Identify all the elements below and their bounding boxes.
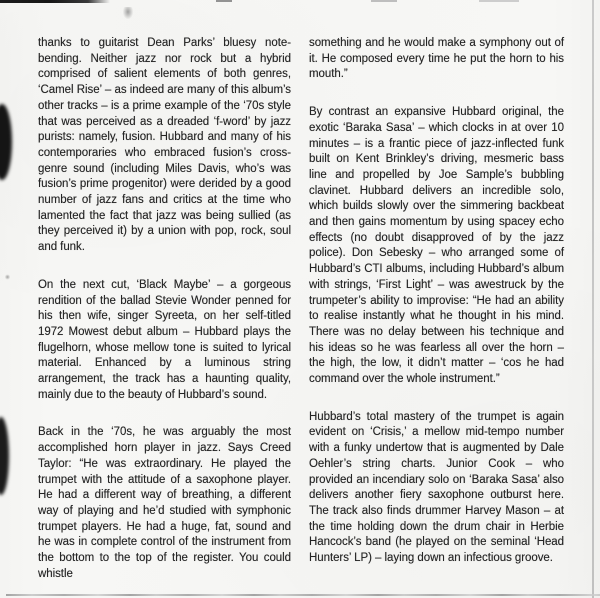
scan-artifact-speck [123,7,133,19]
paragraph: something and he would make a symphony out of it. He composed every time he put the horn to his mouth.” [309,37,564,81]
scan-artifact-binding-shadow [0,104,12,180]
scan-artifact-bottom-edge-line [6,594,600,596]
text-column-right [309,36,564,567]
paragraph: On the next cut, ‘Black Maybe’ – a gorgeous rendition of the ballad Stevie Wonder penned for his then wife, singer Syreeta, on her self-titled 1972 Mowest debut album – Hubbard plays the flugelhorn, whose mellow tone is suited to lyrical material. Enhanced by a luminous string arrangement, the track has a haunting quality, mainly due to the beauty of Hubbard’s sound. [38,278,291,401]
scan-artifact-top-speck [371,0,397,2]
paragraph: Hubbard’s total mastery of the trumpet is again evident on ‘Crisis,’ a mellow mid-tempo number with a funky undertow that is augmented by Dale Oehler’s string charts. Junior Cook – who provided an incendiary solo on ‘Baraka Sasa’ also delivers another fiery saxophone outburst here. The track also finds drummer Harvey Mason – at the time holding down the drum chair in Herbie Hancock’s band (he played on the seminal ‘Head Hunters’ LP) – laying down an infectious groove. [309,410,564,565]
scan-artifact-binding-shadow [0,417,9,495]
paragraph: By contrast an expansive Hubbard original, the exotic ‘Baraka Sasa’ – which clocks in at over 10 minutes – is a frantic piece of jazz-inflected funk built on Kent Brinkley’s driving, mesmeric bass line and propelled by Joe Sample’s bubbling clavinet. Hubbard delivers an incredible solo, which builds slowly over the simmering backbeat and then gains momentum by using spacey echo effects (no doubt disapproved of by the jazz police). Don Sebesky – who arranged some of Hubbard’s CTI albums, including Hubbard’s album with strings, ‘First Light’ – was awestruck by the trumpeter’s ability to improvise: “He had an ability to realise instantly what he thought in his mind. There was no delay between his technique and his ideas so he was fearless all over the horn – the high, the low, it didn’t matter – ‘cos he had command over the whole instrument.” [309,106,564,386]
scan-artifact-top-speck [216,0,232,2]
scan-artifact-right-edge-line [592,0,594,598]
scan-artifact-top-speck [479,0,519,2]
scan-artifact-top-edge-bar [0,0,110,3]
scan-artifact-speck [5,274,10,280]
text-column-left [38,36,291,583]
paragraph: thanks to guitarist Dean Parks’ bluesy note-bending. Neither jazz nor rock but a hybrid comprised of salient elements of both genres, ‘Camel Rise’ – as indeed are many of this album’s other tracks – is a prime example of the ‘70s style that was perceived as a dreaded ‘f-word’ by jazz purists: namely, fusion. Hubbard and many of his contemporaries who embraced fusion’s cross-genre sound (including Miles Davis, who’s was fusion’s prime progenitor) were derided by a good number of jazz fans and critics at the time who lamented the fact that jazz was being sullied (as they perceived it) by a union with pop, rock, soul and funk. [38,37,291,254]
paragraph: Back in the ‘70s, he was arguably the most accomplished horn player in jazz. Says Creed Taylor: “He was extraordinary. He played the trumpet with the attitude of a saxophone player. He had a different way of breathing, a different way of playing and he’d studied with symphonic trumpet players. He had a huge, fat, sound and he was in complete control of the instrument from the bottom to the top of the register. You could whistle [38,426,291,580]
